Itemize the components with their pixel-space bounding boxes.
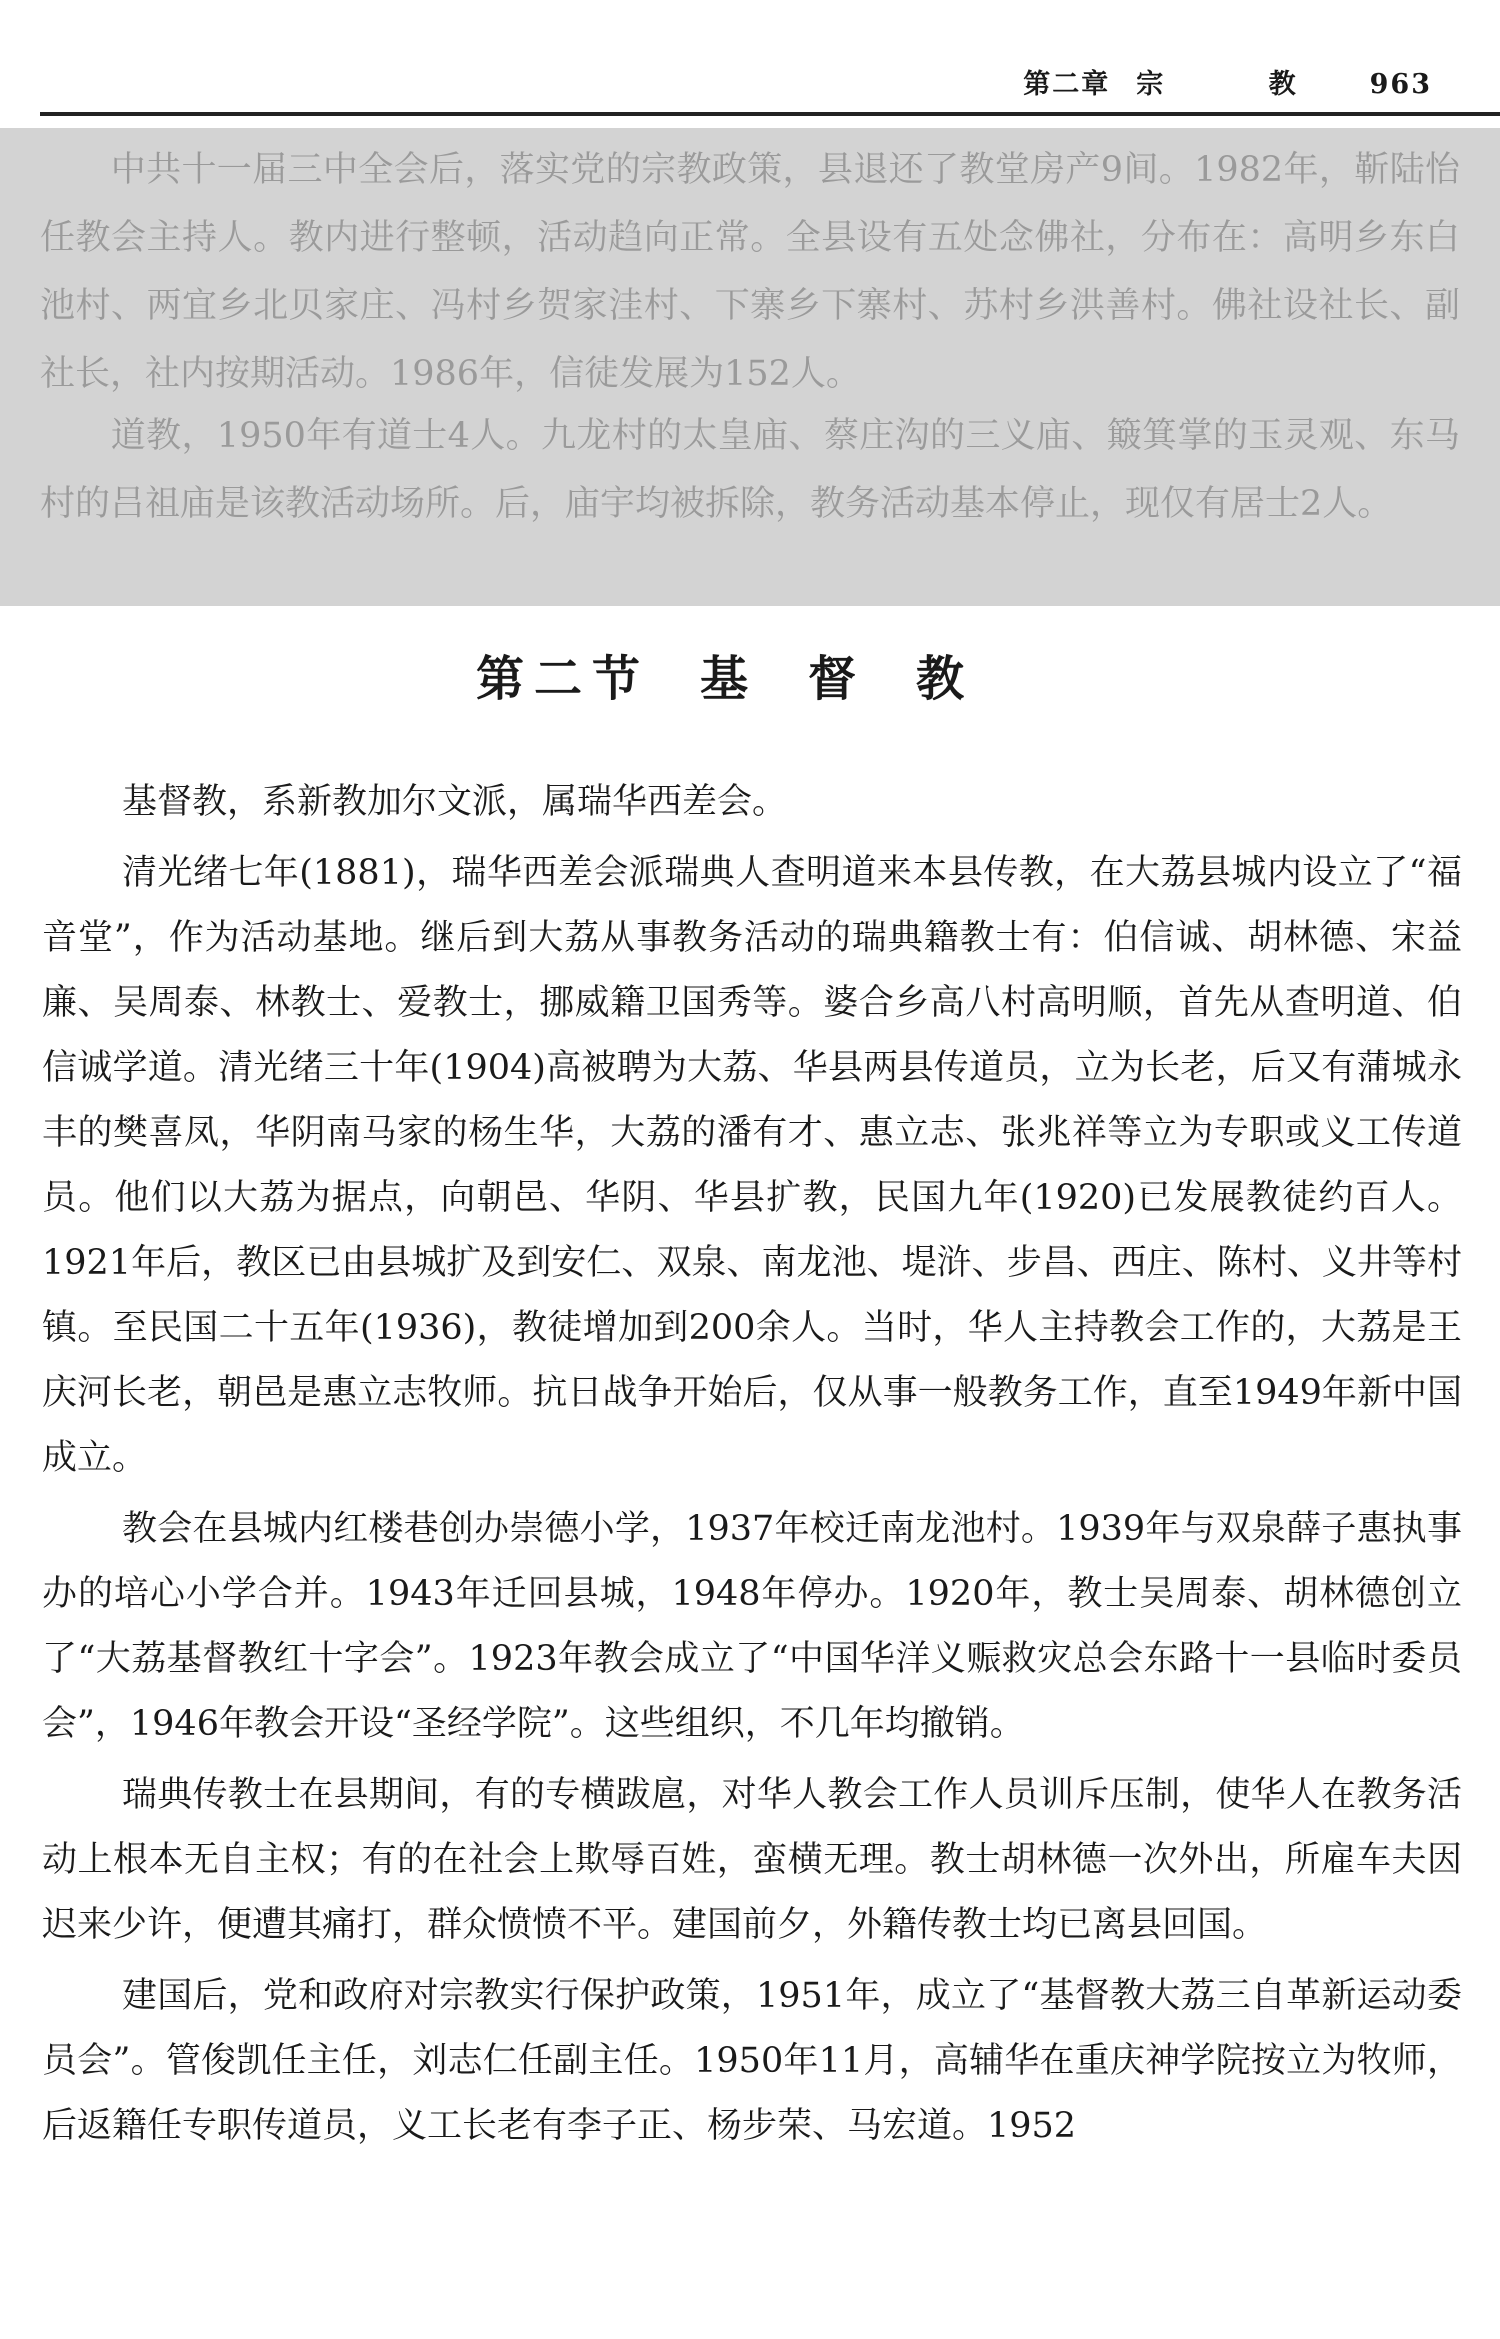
header-rule	[40, 112, 1500, 116]
section-label: 宗 教	[1136, 69, 1344, 100]
body-text	[42, 770, 1462, 2165]
body-paragraph: 基督教，系新教加尔文派，属瑞华西差会。	[122, 782, 788, 822]
section-name: 基督教	[700, 651, 1025, 707]
body-paragraph: 清光绪七年(1881)，瑞华西差会派瑞典人查明道来本县传教，在大荔县城内设立了“福音堂”，作为活动基地。继后到大荔从事教务活动的瑞典籍教士有：伯信诚、胡林德、宋益廉、吴周泰、林教士、爱教士，挪威籍卫国秀等。婆合乡高八村高明顺，首先从查明道、伯信诚学道。清光绪三十年(1904)高被聘为大荔、华县两县传道员，立为长老，后又有蒲城永丰的樊喜凤，华阴南马家的杨生华，大荔的潘有才、惠立志、张兆祥等立为专职或义工传道员。他们以大荔为据点，向朝邑、华阴、华县扩教，民国九年(1920)已发展教徒约百人。1921年后，教区已由县城扩及到安仁、双泉、南龙池、堤浒、步昌、西庄、陈村、义井等村镇。至民国二十五年(1936)，教徒增加到200余人。当时，华人主持教会工作的，大荔是王庆河长老，朝邑是惠立志牧师。抗日战争开始后，仅从事一般教务工作，直至1949年新中国成立。	[42, 853, 1462, 1478]
body-paragraph: 瑞典传教士在县期间，有的专横跋扈，对华人教会工作人员训斥压制，使华人在教务活动上根本无自主权；有的在社会上欺辱百姓，蛮横无理。教士胡林德一次外出，所雇车夫因迟来少许，便遭其痛打，群众愤愤不平。建国前夕，外籍传教士均已离县回国。	[42, 1775, 1462, 1945]
page-number: 963	[1369, 69, 1432, 100]
body-paragraph: 建国后，党和政府对宗教实行保护政策，1951年，成立了“基督教大荔三自革新运动委员会”。管俊凯任主任，刘志仁任副主任。1950年11月，高辅华在重庆神学院按立为牧师，后返籍任专职传道员，义工长老有李子正、杨步荣、马宏道。1952	[42, 1976, 1462, 2146]
chapter-label: 第二章	[1023, 69, 1111, 100]
shaded-previous-section	[0, 128, 1500, 606]
running-header	[1023, 62, 1432, 101]
shaded-paragraph: 道教，1950年有道士4人。九龙村的太皇庙、蔡庄沟的三义庙、簸箕掌的玉灵观、东马村的吕祖庙是该教活动场所。后，庙宇均被拆除，教务活动基本停止，现仅有居士2人。	[40, 416, 1460, 524]
body-paragraph: 教会在县城内红楼巷创办崇德小学，1937年校迁南龙池村。1939年与双泉薛子惠执事办的培心小学合并。1943年迁回县城，1948年停办。1920年，教士吴周泰、胡林德创立了“大荔基督教红十字会”。1923年教会成立了“中国华洋义赈救灾总会东路十一县临时委员会”，1946年教会开设“圣经学院”。这些组织，不几年均撤销。	[42, 1509, 1462, 1744]
section-title	[0, 640, 1500, 709]
section-number: 第二节	[475, 651, 650, 707]
shaded-paragraph: 中共十一届三中全会后，落实党的宗教政策，县退还了教堂房产9间。1982年，靳陆怡任教会主持人。教内进行整顿，活动趋向正常。全县设有五处念佛社，分布在：高明乡东白池村、两宜乡北贝家庄、冯村乡贺家洼村、下寨乡下寨村、苏村乡洪善村。佛社设社长、副社长，社内按期活动。1986年，信徒发展为152人。	[40, 150, 1460, 394]
